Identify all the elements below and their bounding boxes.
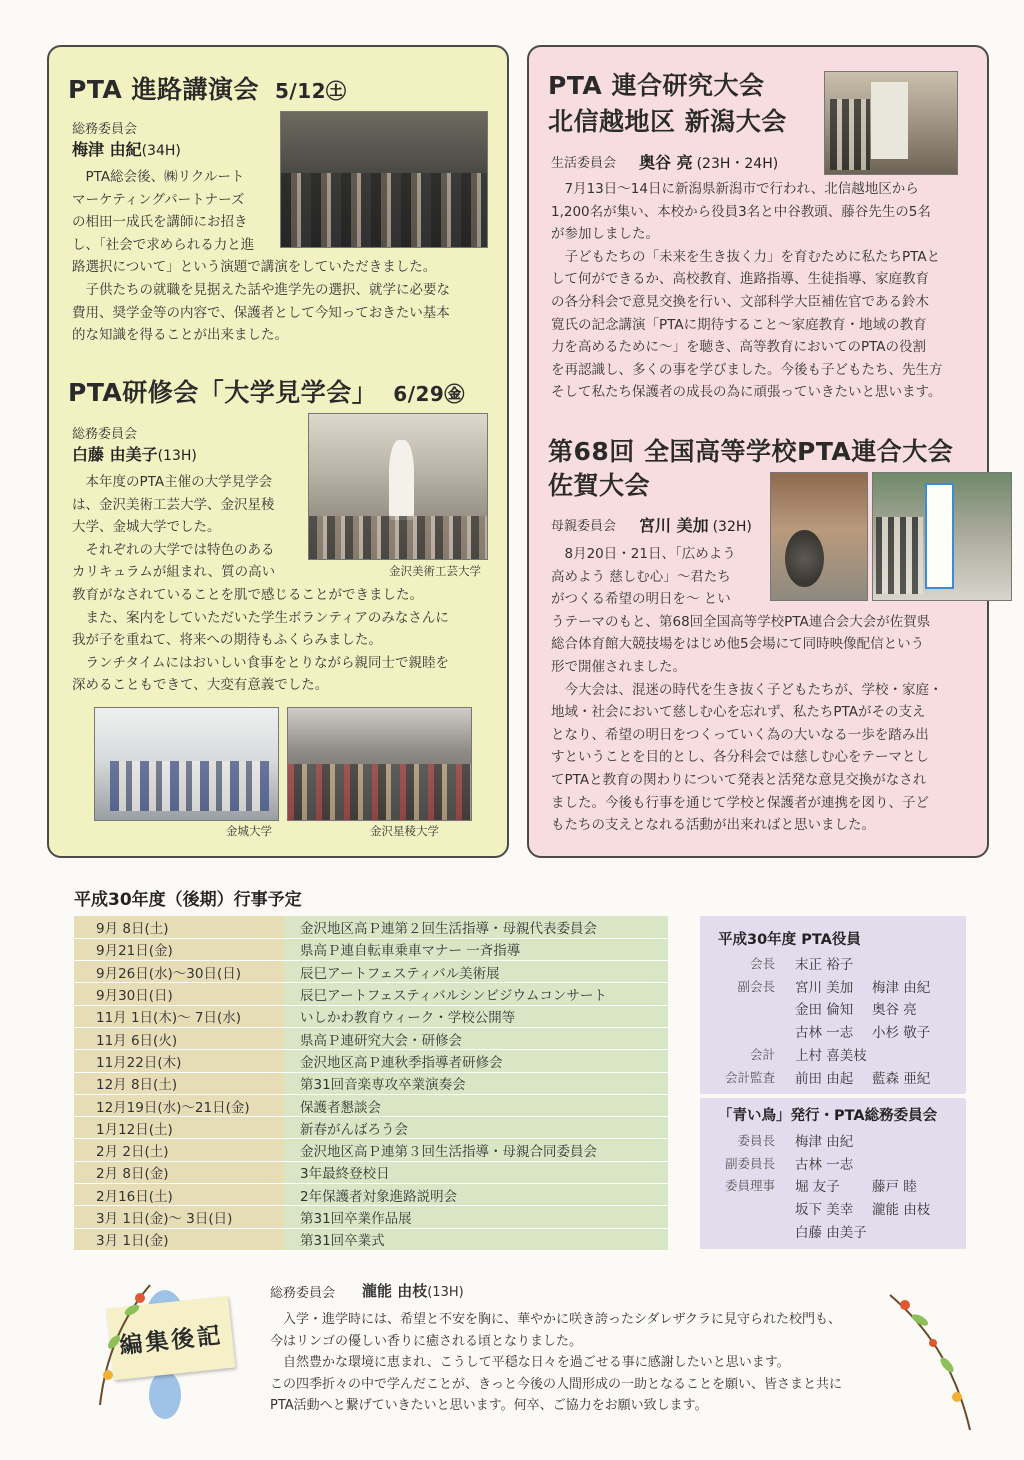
body-line: 自然豊かな環境に恵まれ、こうして平穏な日々を過ごせる事に感謝したいと思います。 [283, 1355, 790, 1371]
schedule-date: 9月21日(金) [74, 938, 284, 960]
officer-row [700, 1130, 966, 1152]
officer-name: 末正 裕子 [795, 957, 854, 973]
schedule-event: 辰巳アートフェスティバル美術展 [284, 961, 668, 983]
schedule-event: 辰巳アートフェスティバルシンビジウムコンサート [284, 983, 668, 1005]
schedule-date: 11月 6日(火) [74, 1027, 284, 1049]
career-lecture-body [72, 166, 488, 347]
schedule-heading: 平成30年度（後期）行事予定 [74, 890, 302, 910]
university-tour-body [72, 471, 492, 697]
officer-name: 藤戸 睦 [872, 1179, 917, 1196]
body-line: が参加しました。 [551, 226, 659, 243]
schedule-date: 9月30日(日) [74, 983, 284, 1005]
photo-caption: 金沢星稜大学 [370, 824, 439, 838]
schedule-event: いしかわ教育ウィーク・学校公開等 [284, 1005, 668, 1027]
schedule-row [74, 983, 668, 1005]
article-subtitle-saga: 佐賀大会 [548, 471, 651, 500]
body-line: そして私たち保護者の成長の為に頑張っていきたいと思います。 [551, 384, 942, 401]
body-line: 大学、金城大学でした。 [72, 519, 221, 536]
body-line: 教育がなされていることを肌で感じることができました。 [72, 586, 423, 603]
body-line: もたちの支えとなれる活動が出来ればと思いました。 [551, 817, 875, 834]
author-role: 生活委員会 [551, 156, 617, 171]
body-line: すということを目的とし、各分科会では慈しむ心をテーマとし [551, 749, 929, 766]
schedule-event: 県高Ｐ連自転車乗車マナー 一斉指導 [284, 938, 668, 960]
author-role: 母親委員会 [551, 519, 617, 534]
schedule-row [74, 1072, 668, 1094]
schedule-row [74, 961, 668, 983]
saga-body [551, 543, 976, 837]
schedule-row [74, 938, 668, 960]
schedule-row [74, 1206, 668, 1228]
body-line: 我が子を重ねて、将来への期待もふくらみました。 [72, 632, 382, 649]
body-line: ランチタイムにはおいしい食事をとりながら親同士で親睦を [85, 654, 450, 671]
committee-title: 「青い鳥」発行・PTA総務委員会 [718, 1108, 938, 1124]
body-line: 力を高めるために～」を聴き、高等教育においてのPTAの役割 [551, 339, 927, 356]
schedule-event: 金沢地区高Ｐ連秋季指導者研修会 [284, 1050, 668, 1072]
left-branch-illustration [90, 1280, 160, 1410]
officer-name: 前田 由起 [795, 1070, 854, 1087]
body-line: 入学・進学時には、希望と不安を胸に、華やかに咲き誇ったシダレザクラに見守られた校門も、 [283, 1312, 841, 1327]
author-name: 宮川 美加 (32H) [639, 516, 752, 535]
body-line: 8月20日・21日、「広めよう [564, 546, 736, 562]
officer-name: 坂下 美幸 [795, 1202, 854, 1219]
officer-role: 副会長 [737, 978, 775, 994]
author-name: 奥谷 亮 (23H・24H) [639, 153, 779, 172]
niigata-body [551, 178, 976, 404]
body-line: 費用、奨学金等の内容で、保護者として今知っておきたい基本 [72, 304, 450, 321]
body-line: 子供たちの就職を見据えた話や進学先の選択、就学に必要な [85, 281, 450, 298]
body-line: てPTAと教育の関わりについて発表と活発な意見交換がなされ [551, 771, 927, 788]
schedule-event: 金沢地区高Ｐ連第２回生活指導・母親代表委員会 [284, 916, 668, 938]
officer-name: 上村 喜美枝 [795, 1047, 867, 1064]
officer-role: 委員長 [737, 1133, 775, 1148]
seiryo-university-photo [287, 707, 472, 821]
body-line: 的な知識を得ることが出来ました。 [72, 327, 288, 344]
body-line: 子どもたちの「未来を生き抜く力」を育むために私たちPTAと [564, 248, 941, 265]
afterword-author-role: 総務委員会 [270, 1286, 336, 1301]
schedule-date: 2月 8日(金) [74, 1161, 284, 1183]
article-title-niigata: PTA 連合研究大会 [548, 71, 765, 100]
officer-row [700, 1044, 966, 1066]
schedule-row [74, 1161, 668, 1183]
officer-role: 会長 [749, 956, 775, 971]
article-title-university-tour: PTA研修会「大学見学会」 6/29㊎ [68, 378, 465, 407]
schedule-event: 3年最終登校日 [284, 1161, 668, 1183]
body-line: 総合体育館大競技場をはじめ他5会場にて同時映像配信という [551, 636, 925, 653]
schedule-event: 県高Ｐ連研究大会・研修会 [284, 1027, 668, 1049]
officer-row [700, 1021, 966, 1043]
schedule-row [74, 1228, 668, 1250]
body-line: となり、希望の明日をつくっていく為の大いなる一歩を踏み出 [551, 726, 929, 743]
body-line: 本年度のPTA主催の大学見学会 [85, 474, 273, 490]
officer-name: 小杉 敬子 [872, 1025, 931, 1042]
officer-role: 会計監査 [724, 1069, 775, 1085]
body-line: 寛氏の記念講演「PTAに期待すること～家庭教育・地域の教育 [551, 316, 927, 333]
afterword-body [270, 1309, 910, 1417]
officers-panel [700, 916, 966, 1249]
officer-role: 委員理事 [724, 1178, 775, 1194]
niigata-meeting-photo [824, 71, 958, 175]
schedule-date: 3月 1日(金) [74, 1228, 284, 1250]
schedule-date: 9月26日(水)～30日(日) [74, 961, 284, 983]
author-name: 梅津 由紀(34H) [72, 140, 181, 159]
schedule-table [74, 916, 668, 1251]
body-line: ました。今後も行事を通じて学校と保護者が連携を図り、子ど [551, 794, 929, 811]
author-role: 総務委員会 [72, 427, 138, 442]
officer-row [700, 1153, 966, 1175]
schedule-row [74, 1117, 668, 1139]
schedule-row [74, 1094, 668, 1116]
body-line: 7月13日～14日に新潟県新潟市で行われ、北信越地区から [564, 181, 919, 197]
schedule-event: 第31回卒業作品展 [284, 1206, 668, 1228]
body-line: がつくる希望の明日を～ とい [551, 591, 731, 608]
afterword-author-name: 瀧能 由枝(13H) [362, 1282, 464, 1300]
schedule-event: 金沢地区高Ｐ連第３回生活指導・母親合同委員会 [284, 1139, 668, 1161]
body-line: 今はリンゴの優しい香りに癒される頃となりました。 [270, 1333, 583, 1349]
body-line: 形で開催されました。 [551, 658, 686, 675]
schedule-row [74, 1027, 668, 1049]
schedule-event: 新春がんばろう会 [284, 1117, 668, 1139]
body-line: PTA総会後、㈱リクルート [85, 169, 245, 185]
officer-name: 瀧能 由枝 [872, 1202, 931, 1219]
officers-title: 平成30年度 PTA役員 [718, 932, 861, 948]
body-line: また、案内をしていただいた学生ボランティアのみなさんに [85, 609, 449, 626]
body-line: 今大会は、混迷の時代を生き抜く子どもたちが、学校・家庭・ [564, 681, 943, 698]
divider [700, 1094, 966, 1098]
officer-name: 堀 友子 [795, 1179, 840, 1196]
officer-row [700, 1175, 966, 1197]
officer-role: 副委員長 [724, 1155, 775, 1171]
officer-name: 奥谷 亮 [872, 1002, 917, 1019]
photo-caption: 金沢美術工芸大学 [389, 564, 481, 578]
officer-row [700, 1221, 966, 1243]
schedule-date: 11月22日(木) [74, 1050, 284, 1072]
officer-name: 金田 倫知 [795, 1002, 854, 1019]
body-line: PTA活動へと繋げていきたいと思います。何卒、ご協力をお願い致します。 [270, 1398, 708, 1414]
photo-caption: 金城大学 [226, 824, 272, 838]
officer-name: 梅津 由紀 [795, 1134, 854, 1150]
officer-name: 宮川 美加 [795, 979, 854, 996]
body-line: の相田一成氏を講師にお招き [72, 214, 248, 231]
schedule-row [74, 1050, 668, 1072]
officer-name: 藍森 亜紀 [872, 1070, 931, 1087]
officer-row [700, 998, 966, 1020]
schedule-event: 第31回音楽専攻卒業演奏会 [284, 1072, 668, 1094]
schedule-date: 3月 1日(金)～ 3日(日) [74, 1206, 284, 1228]
body-line: 1,200名が集い、本校から役員3名と中谷教頭、藤谷先生の5名 [551, 203, 931, 220]
schedule-row [74, 1139, 668, 1161]
kinjo-university-photo [94, 707, 279, 821]
author-name: 白藤 由美子(13H) [72, 445, 197, 464]
body-line: 路選択について」という演題で講演をしていただきました。 [72, 259, 437, 276]
schedule-date: 1月12日(土) [74, 1117, 284, 1139]
body-line: うテーマのもと、第68回全国高等学校PTA連合会大会が佐賀県 [551, 613, 931, 630]
officer-name: 白藤 由美子 [795, 1224, 867, 1241]
body-line: カリキュラムが組まれ、質の高い [72, 564, 276, 581]
body-line: マーケティングパートナーズ [72, 191, 245, 208]
body-line: は、金沢美術工芸大学、金沢星稜 [72, 496, 275, 513]
schedule-row [74, 916, 668, 938]
officer-row [700, 1067, 966, 1089]
schedule-date: 9月 8日(土) [74, 916, 284, 938]
officer-name: 古林 一志 [795, 1156, 854, 1173]
body-line: して何ができるか、高校教育、進路指導、生徒指導、家庭教育 [551, 271, 929, 288]
schedule-row [74, 1005, 668, 1027]
schedule-date: 2月16日(土) [74, 1184, 284, 1206]
body-line: し、「社会で求められる力と進 [72, 236, 255, 253]
afterword-label-text: 編集後記 [118, 1322, 225, 1360]
article-title-career-lecture: PTA 進路講演会 5/12㊏ [68, 75, 347, 104]
schedule-date: 12月 8日(土) [74, 1072, 284, 1094]
schedule-row [74, 1184, 668, 1206]
officer-name: 梅津 由紀 [872, 979, 931, 996]
schedule-date: 12月19日(水)～21日(金) [74, 1094, 284, 1116]
body-line: この四季折々の中で学んだことが、きっと今後の人間形成の一助となることを願い、皆さまと共に [270, 1376, 843, 1392]
officer-row [700, 953, 966, 975]
article-subtitle-niigata: 北信越地区 新潟大会 [548, 107, 787, 136]
officer-row [700, 1198, 966, 1220]
officer-row [700, 976, 966, 998]
schedule-date: 11月 1日(木)～ 7日(水) [74, 1005, 284, 1027]
body-line: を再認識し、多くの事を学びました。今後も子どもたち、先生方 [551, 361, 943, 378]
body-line: 深めることもできて、大変有意義でした。 [72, 677, 329, 694]
officer-role: 会計 [749, 1046, 775, 1062]
officer-name: 古林 一志 [795, 1025, 854, 1042]
body-line: 高めよう 慈しむ心」～君たち [551, 568, 731, 585]
author-role: 総務委員会 [72, 122, 138, 137]
schedule-event: 第31回卒業式 [284, 1228, 668, 1250]
schedule-event: 2年保護者対象進路説明会 [284, 1184, 668, 1206]
schedule-event: 保護者懇談会 [284, 1094, 668, 1116]
body-line: それぞれの大学では特色のある [85, 541, 275, 558]
body-line: の各分科会で意見交換を行い、文部科学大臣補佐官である鈴木 [551, 293, 929, 310]
schedule-date: 2月 2日(土) [74, 1139, 284, 1161]
body-line: 地域・社会において慈しむ心を忘れず、私たちPTAがその支え [551, 704, 926, 721]
article-title-saga: 第68回 全国高等学校PTA連合大会 [548, 437, 954, 466]
